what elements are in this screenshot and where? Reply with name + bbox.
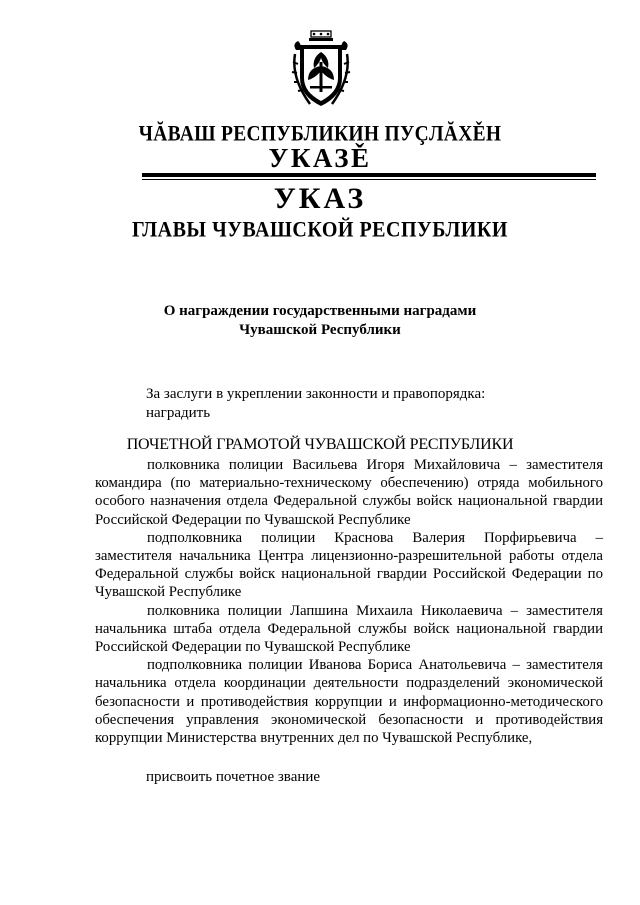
header-chuvash-title: ЧĂВАШ РЕСПУБЛИКИН ПУÇЛĂХĚН <box>138 122 502 147</box>
header-chuvash-decree: УКАЗĚ <box>268 143 372 173</box>
header-decree: УКАЗ <box>273 182 367 215</box>
subject-line-1: О награждении государственными наградами <box>163 303 477 319</box>
subject-line-2: Чувашской Республики <box>239 322 401 338</box>
awardee-list <box>95 456 603 747</box>
awardee-paragraph: полковника полиции Лапшина Михаила Николаевича – заместителя начальника штаба отдела Федеральной службы войск национальной гвардии Российской Федерации по Чувашской Республике <box>95 602 603 656</box>
header-divider-thick <box>142 173 596 177</box>
award-title: ПОЧЕТНОЙ ГРАМОТОЙ ЧУВАШСКОЙ РЕСПУБЛИКИ <box>126 436 514 453</box>
awardee-paragraph: полковника полиции Васильева Игоря Михайловича – заместителя командира (по материально-техническому обеспечению) отряда мобильного особого назначения отдела Федеральной службы войск национальной гвардии Российской Федерации по Чувашской Республике <box>95 457 603 528</box>
header-divider-thin <box>142 179 596 180</box>
intro-text <box>146 385 606 423</box>
intro-line-2: наградить <box>146 405 211 421</box>
header-head-of-republic: ГЛАВЫ ЧУВАШСКОЙ РЕСПУБЛИКИ <box>132 217 508 243</box>
final-line: присвоить почетное звание <box>146 769 321 785</box>
chuvash-emblem-icon <box>290 28 352 110</box>
awardee-paragraph: подполковника полиции Иванова Бориса Анатольевича – заместителя начальника отдела координации деятельности подразделений экономической безопасности и противодействия коррупции и информационно-методического обеспечения управления экономической безопасности и противодействия коррупции Министерства внутренних дел по Чувашской Республике, <box>95 657 603 747</box>
awardee-paragraph: подполковника полиции Краснова Валерия Порфирьевича – заместителя начальника Центра лицензионно-разрешительной работы отдела Федеральной службы войск национальной гвардии Российской Федерации по Чувашской Республике <box>95 529 603 601</box>
intro-line-1: За заслуги в укреплении законности и правопорядка: <box>146 386 486 402</box>
document-subject <box>0 302 640 340</box>
